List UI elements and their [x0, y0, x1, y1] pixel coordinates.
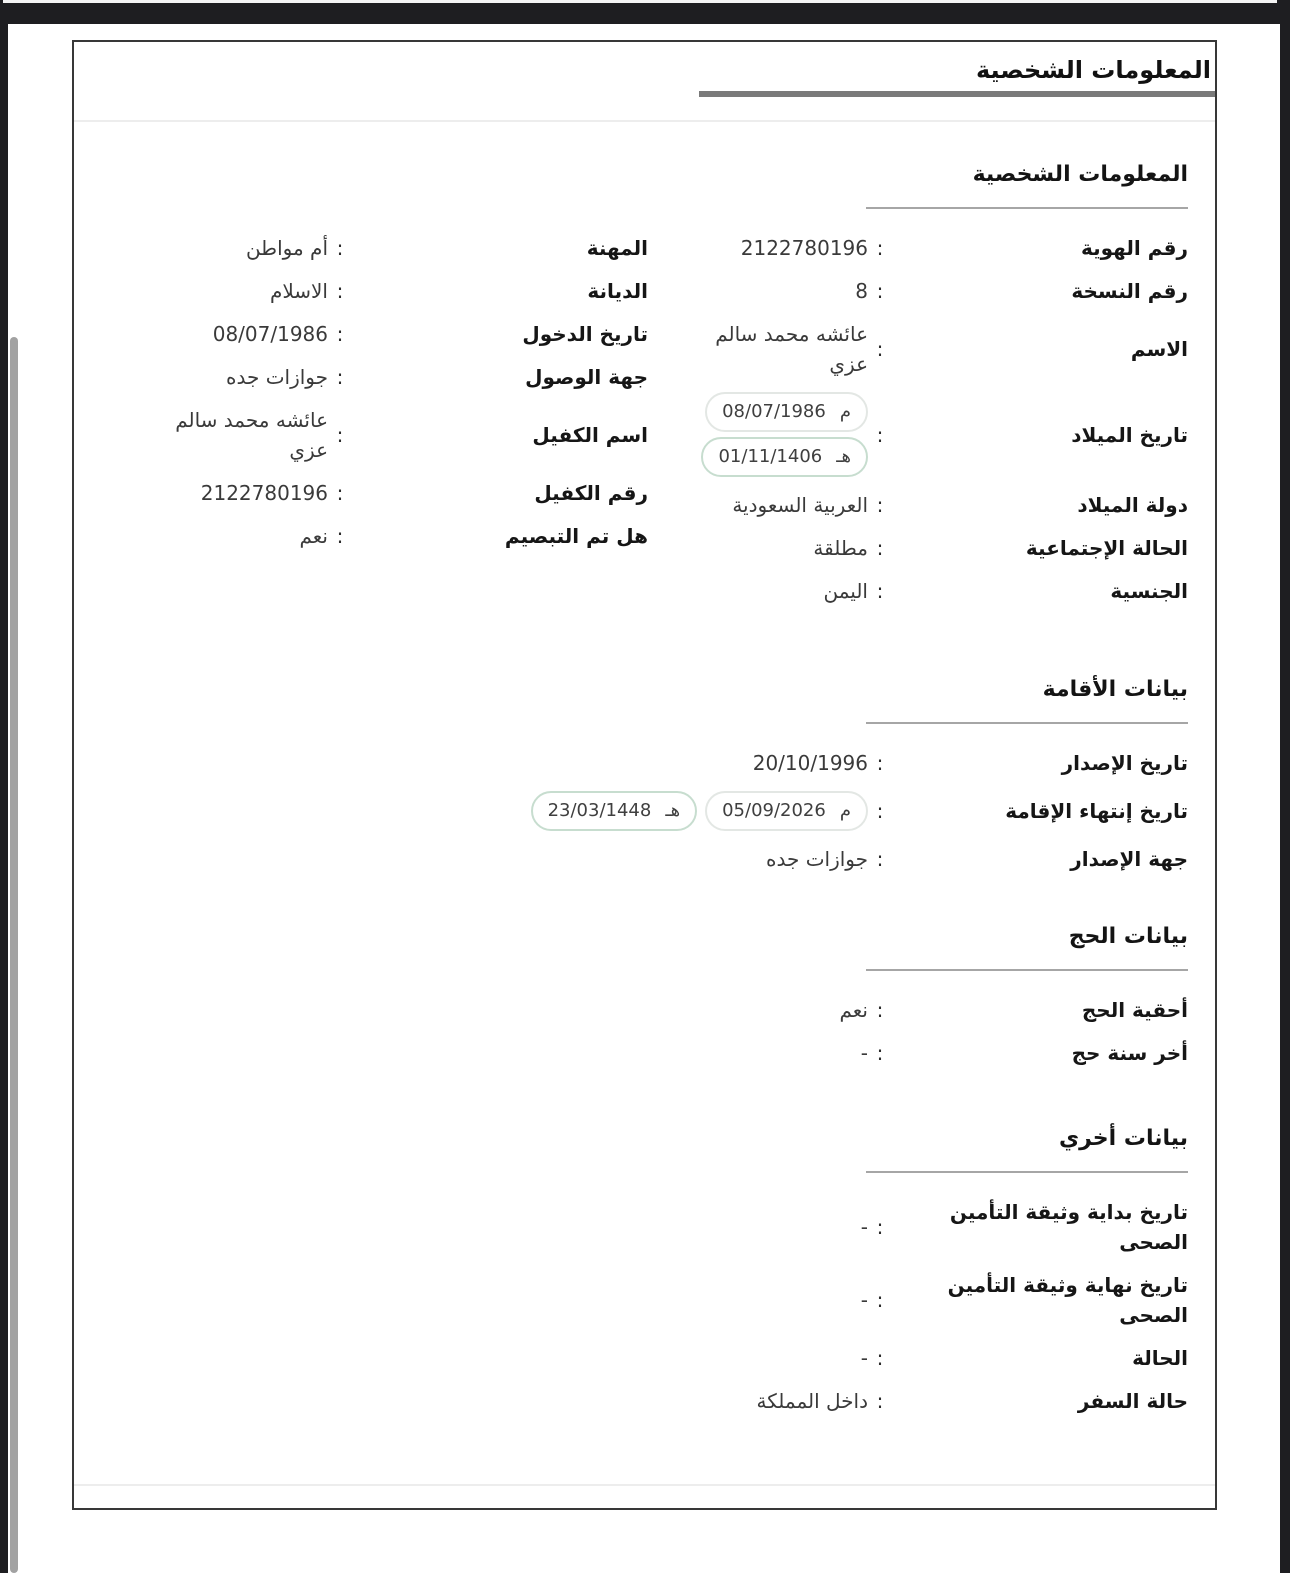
field-name — [678, 319, 1188, 379]
field-issue-date — [94, 748, 1188, 778]
field-sponsor-number — [138, 478, 648, 508]
hijri-date: 23/03/1448 — [547, 800, 652, 821]
field-entry-date — [138, 319, 648, 349]
title-accent-bar — [699, 91, 1215, 97]
field-status — [94, 1343, 1188, 1373]
field-religion — [138, 276, 648, 306]
colon-separator: : — [336, 481, 344, 505]
field-marital-status — [678, 533, 1188, 563]
field-value: - — [860, 1288, 868, 1312]
field-label: تاريخ الإصدار — [1061, 751, 1188, 775]
field-label: تاريخ بداية وثيقة التأمين الصحى — [949, 1200, 1188, 1254]
field-last-hajj-year — [94, 1038, 1188, 1068]
colon-separator: : — [336, 524, 344, 548]
colon-separator: : — [876, 1389, 884, 1413]
section-heading-underline — [866, 722, 1188, 724]
colon-separator: : — [336, 365, 344, 389]
field-label: أحقية الحج — [1081, 998, 1188, 1022]
hijri-date-pill — [701, 437, 868, 477]
gregorian-date: 08/07/1986 — [722, 401, 826, 422]
colon-separator: : — [336, 279, 344, 303]
field-label: تاريخ الدخول — [522, 322, 648, 346]
field-label: الاسم — [1130, 337, 1188, 361]
gregorian-marker: م — [839, 401, 851, 422]
field-fingerprinted — [138, 521, 648, 551]
colon-separator: : — [336, 236, 344, 260]
scrollbar-thumb[interactable] — [10, 337, 18, 1573]
field-value: نعم — [839, 998, 868, 1022]
field-label: حالة السفر — [1077, 1389, 1188, 1413]
page-title: المعلومات الشخصية — [975, 56, 1211, 84]
window-top-edge — [3, 0, 1277, 3]
gregorian-date-pill — [705, 392, 868, 432]
colon-separator: : — [876, 1288, 884, 1312]
field-residence-expiry-date — [94, 791, 1188, 831]
card-body — [74, 158, 1215, 1416]
field-value: نعم — [299, 524, 328, 548]
field-label: أخر سنة حج — [1071, 1041, 1188, 1065]
gregorian-date-pill — [705, 791, 868, 831]
section-heading-underline — [866, 207, 1188, 209]
section-hajj-data — [94, 920, 1188, 1068]
field-value: - — [860, 1041, 868, 1065]
colon-separator: : — [876, 1346, 884, 1370]
section-heading: بيانات الأقامة — [1042, 677, 1188, 702]
colon-separator: : — [876, 847, 884, 871]
field-label: هل تم التبصيم — [504, 524, 648, 548]
field-version-number — [678, 276, 1188, 306]
hijri-marker: هـ — [665, 800, 681, 821]
field-value: - — [860, 1346, 868, 1370]
field-label: رقم النسخة — [1071, 279, 1188, 303]
colon-separator: : — [876, 236, 884, 260]
field-value: عائشه محمد سالم عزي — [175, 408, 328, 462]
section-heading: بيانات الحج — [1068, 924, 1188, 949]
field-insurance-end-date — [94, 1270, 1188, 1330]
field-label: جهة الوصول — [525, 365, 648, 389]
field-value: الاسلام — [269, 279, 328, 303]
field-label: الديانة — [587, 279, 648, 303]
section-heading-underline — [866, 1171, 1188, 1173]
card-footer — [74, 1484, 1215, 1508]
colon-separator: : — [876, 1215, 884, 1239]
field-value: العربية السعودية — [732, 493, 868, 517]
colon-separator: : — [876, 799, 884, 823]
field-label: الحالة — [1132, 1346, 1188, 1370]
section-other-data — [94, 1122, 1188, 1416]
field-label: المهنة — [586, 236, 648, 260]
field-value: 2122780196 — [200, 481, 328, 505]
colon-separator: : — [876, 536, 884, 560]
field-insurance-start-date — [94, 1197, 1188, 1257]
field-label: رقم الكفيل — [534, 481, 648, 505]
section-heading: المعلومات الشخصية — [972, 162, 1188, 187]
field-label: دولة الميلاد — [1077, 493, 1188, 517]
field-label: جهة الإصدار — [1070, 847, 1188, 871]
field-value: - — [860, 1215, 868, 1239]
section-residence-data — [94, 673, 1188, 874]
colon-separator: : — [876, 279, 884, 303]
field-id-number — [678, 233, 1188, 263]
field-value: 08/07/1986 — [212, 322, 328, 346]
field-issuing-authority — [94, 844, 1188, 874]
field-travel-status — [94, 1386, 1188, 1416]
personal-right-column — [678, 233, 1188, 619]
gregorian-date: 05/09/2026 — [722, 800, 826, 821]
colon-separator: : — [876, 579, 884, 603]
field-value: 8 — [855, 279, 868, 303]
field-nationality — [678, 576, 1188, 606]
gregorian-marker: م — [839, 800, 851, 821]
section-heading: بيانات أخري — [1058, 1126, 1188, 1151]
colon-separator: : — [876, 998, 884, 1022]
hijri-date-pill — [531, 791, 698, 831]
section-heading-underline — [866, 969, 1188, 971]
field-value: اليمن — [823, 579, 868, 603]
field-value: 2122780196 — [740, 236, 868, 260]
hijri-date: 01/11/1406 — [718, 446, 823, 467]
field-birth-date — [678, 392, 1188, 477]
field-label: الجنسية — [1110, 579, 1188, 603]
field-label: الحالة الإجتماعية — [1025, 536, 1188, 560]
colon-separator: : — [876, 751, 884, 775]
field-value: داخل المملكة — [756, 1389, 868, 1413]
field-label: تاريخ نهاية وثيقة التأمين الصحى — [947, 1273, 1188, 1327]
field-label: اسم الكفيل — [532, 423, 648, 447]
colon-separator: : — [876, 422, 884, 447]
field-label: تاريخ إنتهاء الإقامة — [1005, 799, 1188, 823]
field-value: 20/10/1996 — [752, 751, 868, 775]
expiry-date-pills — [531, 791, 868, 831]
section-personal-info — [94, 158, 1188, 619]
field-value: جوازات جده — [226, 365, 328, 389]
colon-separator: : — [876, 337, 884, 361]
colon-separator: : — [876, 1041, 884, 1065]
hijri-marker: هـ — [836, 446, 851, 467]
colon-separator: : — [336, 322, 344, 346]
field-sponsor-name — [138, 405, 648, 465]
personal-info-card — [72, 40, 1217, 1510]
field-value: أم مواطن — [245, 236, 328, 260]
birth-date-pills — [701, 392, 868, 477]
field-value: جوازات جده — [766, 847, 868, 871]
card-header — [74, 42, 1215, 122]
colon-separator: : — [876, 493, 884, 517]
field-label: رقم الهوية — [1080, 236, 1188, 260]
field-value: عائشه محمد سالم عزي — [715, 322, 868, 376]
field-hajj-eligibility — [94, 995, 1188, 1025]
field-value: مطلقة — [813, 536, 868, 560]
field-arrival-port — [138, 362, 648, 392]
field-occupation — [138, 233, 648, 263]
field-label: تاريخ الميلاد — [1071, 422, 1188, 447]
field-birth-country — [678, 490, 1188, 520]
personal-left-column — [138, 233, 648, 564]
colon-separator: : — [336, 423, 344, 447]
